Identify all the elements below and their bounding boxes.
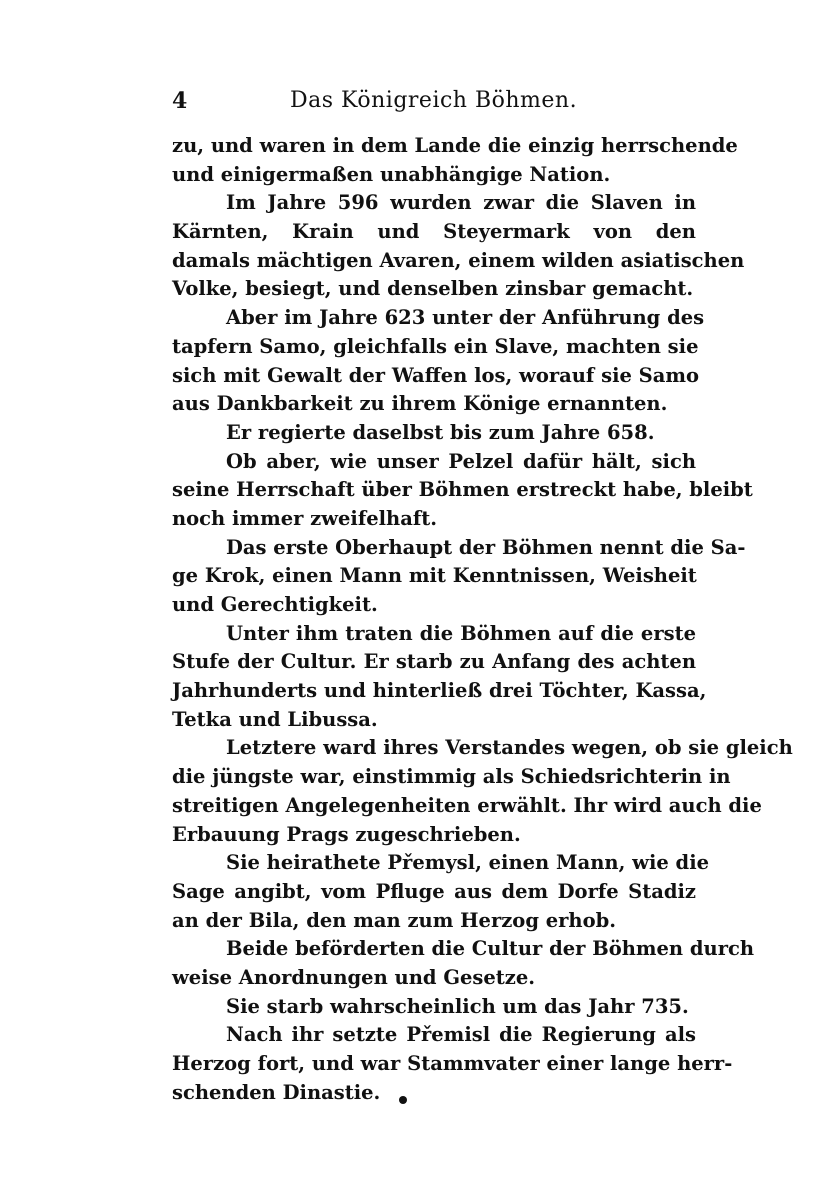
text-line: ge Krok, einen Mann mit Kenntnissen, Weisheit bbox=[172, 564, 697, 588]
page-header bbox=[170, 88, 700, 118]
text-line: noch immer zweifelhaft. bbox=[172, 506, 438, 530]
text-line: Er regierte daselbst bis zum Jahre 658. bbox=[226, 420, 655, 444]
footer-dot-mark bbox=[399, 1096, 407, 1104]
text-line: Stufe der Cultur. Er starb zu Anfang des achten bbox=[172, 650, 696, 674]
text-line: Unter ihm traten die Böhmen auf die erste bbox=[226, 621, 696, 645]
text-line: Das erste Oberhaupt der Böhmen nennt die Sa- bbox=[226, 535, 746, 559]
text-line: an der Bila, den man zum Herzog erhob. bbox=[172, 908, 617, 932]
text-line: weise Anordnungen und Gesetze. bbox=[172, 965, 536, 989]
text-line: aus Dankbarkeit zu ihrem Könige ernannten. bbox=[172, 392, 668, 416]
text-line: Sie starb wahrscheinlich um das Jahr 735. bbox=[226, 994, 689, 1018]
text-line: tapfern Samo, gleichfalls ein Slave, machten sie bbox=[172, 334, 699, 358]
text-line: Beide beförderten die Cultur der Böhmen durch bbox=[226, 937, 755, 961]
text-line: und Gerechtigkeit. bbox=[172, 593, 378, 616]
text-line: Nach ihr setzte Přemisl die Regierung als bbox=[226, 1023, 696, 1047]
text-line: Sie heirathete Přemysl, einen Mann, wie die bbox=[226, 851, 710, 875]
text-line: Volke, besiegt, und denselben zinsbar gemacht. bbox=[172, 277, 694, 301]
text-line: Jahrhunderts und hinterließ drei Töchter, Kassa, bbox=[172, 679, 707, 703]
text-line: schenden Dinastie. bbox=[172, 1080, 381, 1104]
text-line: Aber im Jahre 623 unter der Anführung des bbox=[226, 306, 705, 330]
running-title: Das Königreich Böhmen. bbox=[290, 88, 578, 113]
page-number: 4 bbox=[172, 88, 188, 114]
text-line: streitigen Angelegenheiten erwählt. Ihr wird auch die bbox=[172, 793, 762, 817]
text-line: zu, und waren in dem Lande die einzig herrschende bbox=[172, 134, 738, 157]
text-line: seine Herrschaft über Böhmen erstreckt habe, bleibt bbox=[172, 478, 753, 502]
text-line: Erbauung Prags zugeschrieben. bbox=[172, 822, 521, 846]
text-line: und einigermaßen unabhängige Nation. bbox=[172, 162, 611, 186]
text-line: Im Jahre 596 wurden zwar die Slaven in bbox=[226, 191, 696, 215]
text-line: die jüngste war, einstimmig als Schiedsrichterin in bbox=[172, 765, 731, 789]
text-line: Kärnten, Krain und Steyermark von den bbox=[172, 220, 696, 244]
text-line: Herzog fort, und war Stammvater einer lange herr- bbox=[172, 1052, 733, 1075]
text-line: Tetka und Libussa. bbox=[172, 707, 378, 731]
text-line: Sage angibt, vom Pfluge aus dem Dorfe Stadiz bbox=[172, 879, 696, 903]
text-line: Letztere ward ihres Verstandes wegen, ob sie gleich bbox=[226, 736, 793, 760]
text-line: damals mächtigen Avaren, einem wilden asiatischen bbox=[172, 248, 745, 272]
text-line: Ob aber, wie unser Pelzel dafür hält, sich bbox=[226, 449, 696, 473]
body-text bbox=[172, 132, 793, 1107]
text-line: sich mit Gewalt der Waffen los, worauf sie Samo bbox=[172, 363, 700, 387]
